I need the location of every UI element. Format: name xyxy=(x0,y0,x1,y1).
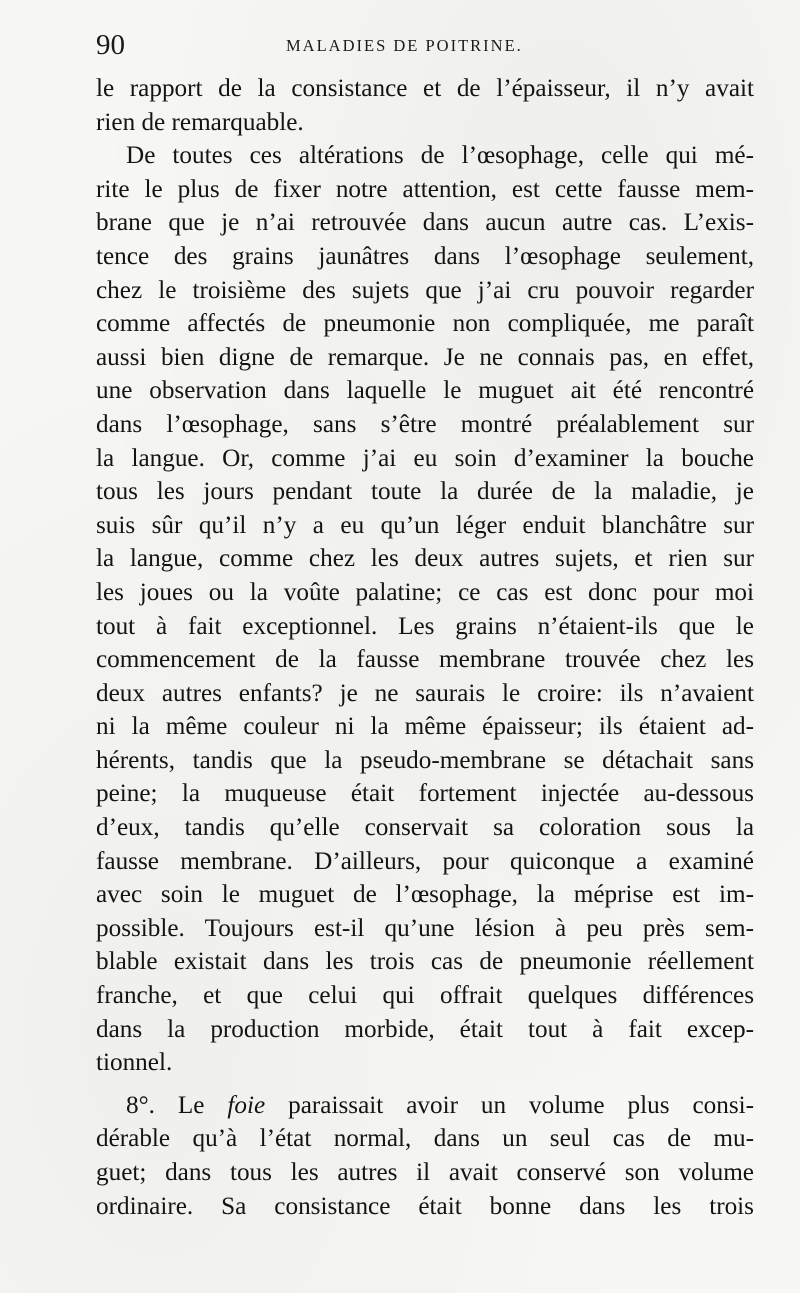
text-line: d’eux, tandis qu’elle conservait sa coloration sous la xyxy=(96,814,754,842)
text-line: dans l’œsophage, sans s’être montré préalablement sur xyxy=(96,410,754,438)
text-line: De toutes ces altérations de l’œsophage, celle qui mé- xyxy=(126,142,754,170)
text-line: tionnel. xyxy=(96,1049,173,1077)
text-line: la langue, comme chez les deux autres sujets, et rien sur xyxy=(96,545,754,573)
body-text xyxy=(96,72,754,1223)
text-line: guet; dans tous les autres il avait conservé son volume xyxy=(96,1159,754,1186)
text-line: peine; la muqueuse était fortement injectée au-dessous xyxy=(96,780,754,808)
text-line: dans la production morbide, était tout à fait excep- xyxy=(96,1015,754,1043)
text-line: tout à fait exceptionnel. Les grains n’étaient-ils que le xyxy=(96,612,754,640)
text-line: fausse membrane. D’ailleurs, pour quiconque a examiné xyxy=(96,847,754,875)
text-line: dérable qu’à l’état normal, dans un seul cas de mu- xyxy=(96,1125,754,1153)
text-run: paraissait avoir un volume plus consi- xyxy=(265,1091,754,1119)
text-line: chez le troisième des sujets que j’ai cru pouvoir regarder xyxy=(96,276,754,304)
italic-term: foie xyxy=(227,1091,266,1119)
text-line: rien de remarquable. xyxy=(96,108,304,136)
text-line: hérents, tandis que la pseudo-membrane se détachait sans xyxy=(96,746,754,774)
text-line: rite le plus de fixer notre attention, est cette fausse mem- xyxy=(96,175,754,203)
text-line: avec soin le muguet de l’œsophage, la méprise est im- xyxy=(96,881,754,909)
text-line: commencement de la fausse membrane trouvée chez les xyxy=(96,646,754,674)
text-line: tous les jours pendant toute la durée de la maladie, je xyxy=(96,478,754,506)
text-line: le rapport de la consistance et de l’épaisseur, il n’y avait xyxy=(96,75,754,102)
text-line: une observation dans laquelle le muguet ait été rencontré xyxy=(96,377,754,405)
paragraph-gap xyxy=(96,1080,754,1089)
text-line: tence des grains jaunâtres dans l’œsophage seulement, xyxy=(96,242,754,270)
running-head xyxy=(96,30,756,60)
text-line: comme affectés de pneumonie non compliquée, me paraît xyxy=(96,310,754,338)
text-line: deux autres enfants? je ne saurais le croire: ils n’avaient xyxy=(96,679,754,707)
text-line: suis sûr qu’il n’y a eu qu’un léger enduit blanchâtre sur xyxy=(96,511,754,539)
running-title: MALADIES DE POITRINE. xyxy=(286,36,523,55)
text-line: ni la même couleur ni la même épaisseur; ils étaient ad- xyxy=(96,713,754,741)
text-run: 8°. Le xyxy=(126,1091,228,1119)
text-line: les joues ou la voûte palatine; ce cas est donc pour moi xyxy=(96,578,754,606)
text-line xyxy=(96,1089,754,1123)
text-line: possible. Toujours est-il qu’une lésion à peu près sem- xyxy=(96,914,754,942)
text-line: brane que je n’ai retrouvée dans aucun autre cas. L’exis- xyxy=(96,209,754,237)
text-line: aussi bien digne de remarque. Je ne connais pas, en effet, xyxy=(96,343,754,371)
page-number: 90 xyxy=(96,29,125,61)
text-line: blable existait dans les trois cas de pneumonie réellement xyxy=(96,948,754,976)
text-line: franche, et que celui qui offrait quelques différences xyxy=(96,982,754,1010)
text-line: ordinaire. Sa consistance était bonne dans les trois xyxy=(96,1192,754,1220)
text-line: la langue. Or, comme j’ai eu soin d’examiner la bouche xyxy=(96,444,754,472)
